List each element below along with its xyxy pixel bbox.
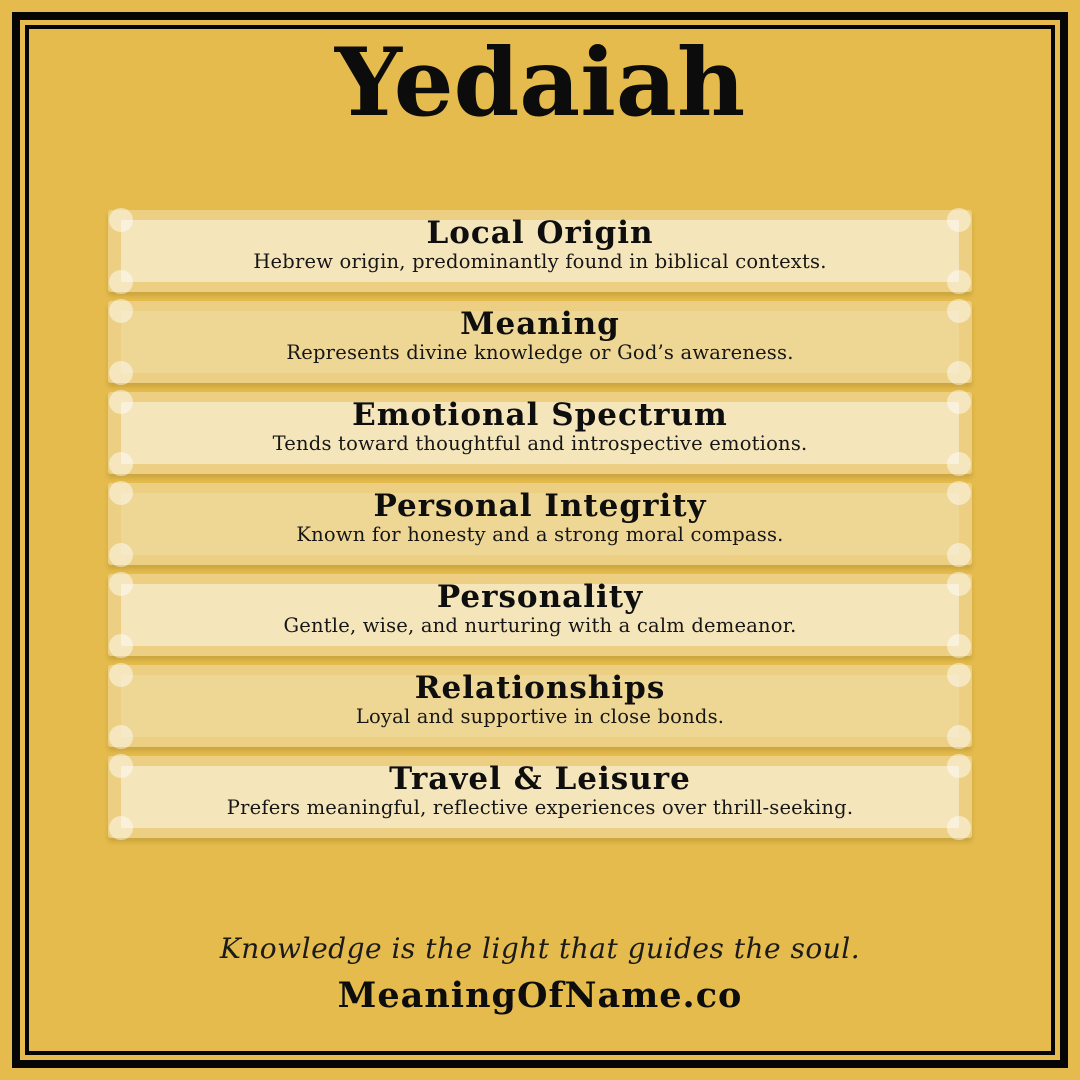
section-description: Gentle, wise, and nurturing with a calm demeanor. [283,613,797,637]
section-card [108,665,972,747]
footer-quote: Knowledge is the light that guides the soul. [219,932,861,965]
section-card [108,301,972,383]
section-description: Represents divine knowledge or God’s awareness. [286,340,794,364]
section-card [108,483,972,565]
section-card [108,574,972,656]
page-title: Yedaiah [334,28,746,138]
sections-list [108,210,972,838]
section-heading: Emotional Spectrum [352,397,728,433]
section-heading: Local Origin [426,215,654,251]
section-heading: Relationships [414,670,666,706]
section-description: Known for honesty and a strong moral compass. [296,522,784,546]
section-heading: Personality [436,579,644,615]
section-card [108,392,972,474]
section-description: Tends toward thoughtful and introspective emotions. [272,431,808,455]
section-description: Loyal and supportive in close bonds. [355,704,725,728]
section-description: Prefers meaningful, reflective experiences over thrill-seeking. [226,795,854,819]
section-heading: Travel & Leisure [389,761,691,797]
section-description: Hebrew origin, predominantly found in biblical contexts. [253,249,827,273]
section-card [108,210,972,292]
section-heading: Personal Integrity [373,488,707,524]
brand-name: MeaningOfName.co [337,975,743,1016]
section-heading: Meaning [460,306,620,342]
section-card [108,756,972,838]
